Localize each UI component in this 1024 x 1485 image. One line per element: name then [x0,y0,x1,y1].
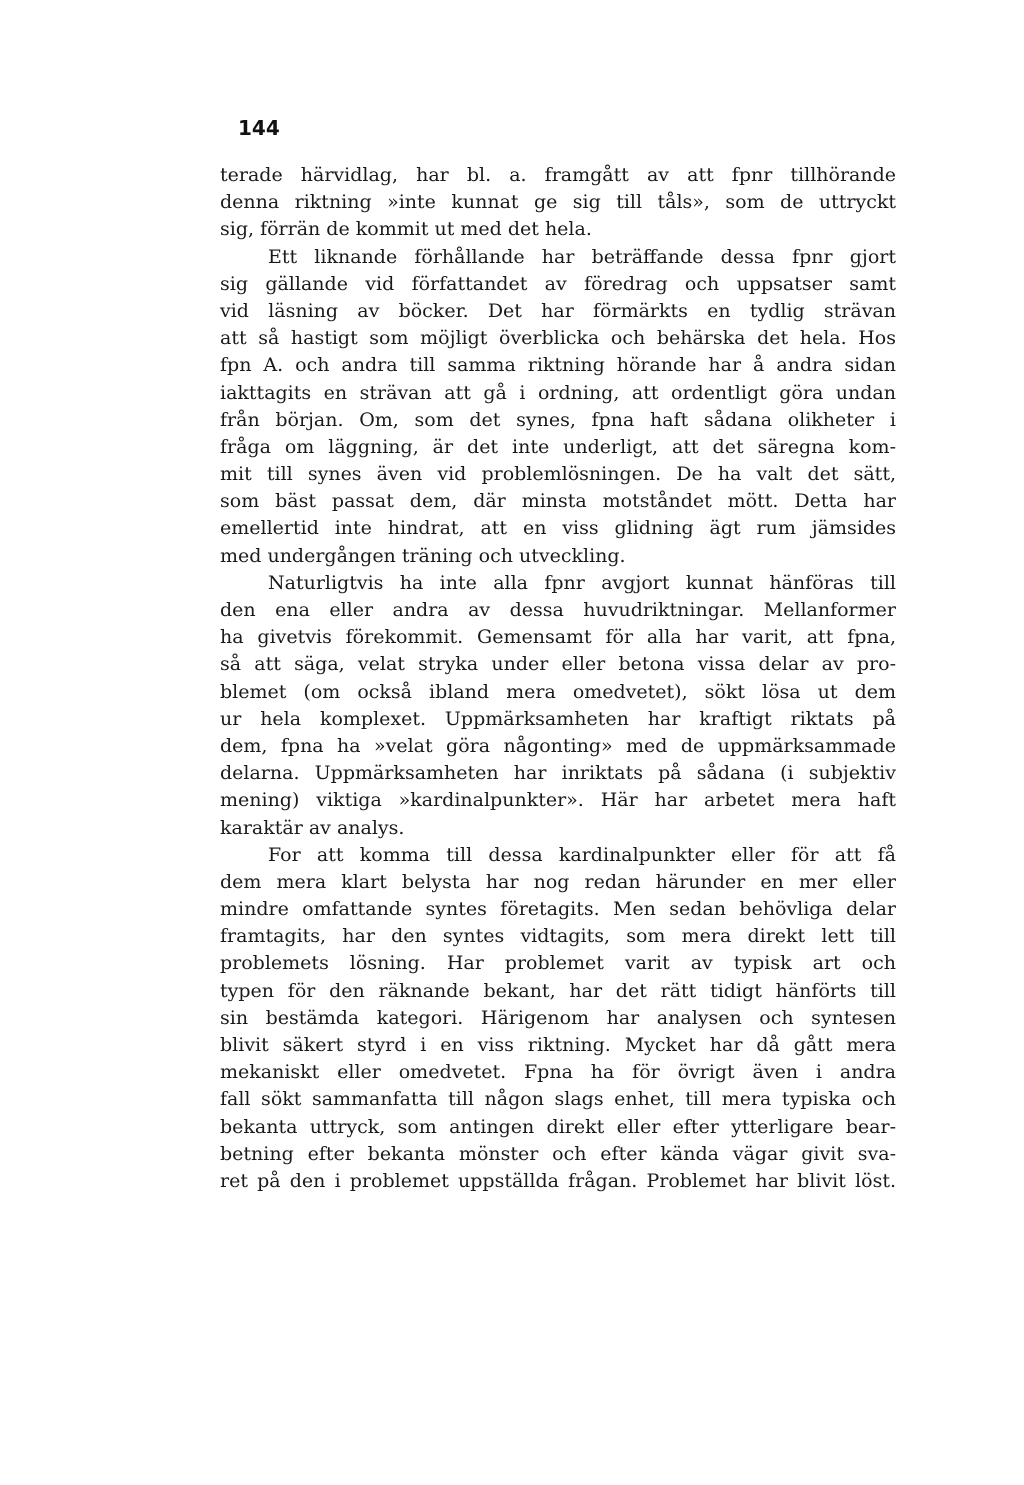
text-line: mekaniskt eller omedvetet. Fpna ha för övrigt även i andra [220,1061,896,1084]
text-line: så att säga, velat stryka under eller betona vissa delar av pro- [220,653,896,676]
text-line: sig gällande vid författandet av föredrag och uppsatser samt [220,272,896,295]
text-line: den ena eller andra av dessa huvudriktningar. Mellanformer [220,599,896,621]
text-line: karaktär av analys. [220,816,405,839]
text-line: som bäst passat dem, där minsta motståndet mött. Detta har [220,490,896,513]
text-line: mindre omfattande syntes företagits. Men sedan behövliga delar [220,898,896,921]
text-line: att så hastigt som möjligt överblicka och behärska det hela. Hos [220,327,896,350]
text-line: betning efter bekanta mönster och efter kända vägar givit sva- [220,1142,896,1165]
body-text [220,162,896,1195]
text-line: dem mera klart belysta har nog redan härunder en mer eller [220,870,896,893]
text-line: iakttagits en strävan att gå i ordning, att ordentligt göra undan [220,381,896,404]
text-line: med undergången träning och utveckling. [220,544,626,567]
text-line: från början. Om, som det synes, fpna haft sådana olikheter i [220,408,896,431]
text-line: mening) viktiga »kardinalpunkter». Här har arbetet mera haft [220,789,896,812]
text-line: ha givetvis förekommit. Gemensamt för alla har varit, att fpna, [220,626,896,649]
text-line: typen för den räknande bekant, har det rätt tidigt hänförts till [220,979,896,1002]
text-line: mit till synes även vid problemlösningen. De ha valt det sätt, [220,463,896,486]
text-line: vid läsning av böcker. Det har förmärkts en tydlig strävan [220,299,896,322]
text-line: sin bestämda kategori. Härigenom har analysen och syntesen [220,1006,896,1029]
text-line: bekanta uttryck, som antingen direkt eller efter ytterligare bear- [220,1115,896,1138]
text-line: emellertid inte hindrat, att en viss glidning ägt rum jämsides [220,517,896,540]
text-line: delarna. Uppmärksamheten har inriktats på sådana (i subjektiv [220,762,896,785]
text-line: fall sökt sammanfatta till någon slags enhet, till mera typiska och [220,1088,896,1111]
paragraph-first-line: Naturligtvis ha inte alla fpnr avgjort kunnat hänföras till [268,571,896,594]
text-line: fpn A. och andra till samma riktning hörande har å andra sidan [220,354,896,377]
text-line: terade härvidlag, har bl. a. framgått av att fpnr tillhörande [220,164,896,186]
text-line: ur hela komplexet. Uppmärksamheten har kraftigt riktats på [220,707,896,730]
page-number: 144 [238,116,280,140]
text-line: framtagits, har den syntes vidtagits, som mera direkt lett till [220,925,896,948]
text-line: denna riktning »inte kunnat ge sig till tåls», som de uttryckt [220,191,896,214]
text-line: ret på den i problemet uppställda frågan. Problemet har blivit löst. [220,1169,896,1192]
text-line: sig, förrän de kommit ut med det hela. [220,218,592,241]
text-line: fråga om läggning, är det inte underligt, att det säregna kom- [220,435,896,458]
text-line: blivit säkert styrd i en viss riktning. Mycket har då gått mera [220,1034,896,1056]
text-line: blemet (om också ibland mera omedvetet), sökt lösa ut dem [220,680,896,703]
paragraph-first-line: For att komma till dessa kardinalpunkter eller för att få [268,843,896,866]
text-line: dem, fpna ha »velat göra någonting» med de uppmärksammade [220,734,896,757]
paragraph-first-line: Ett liknande förhållande har beträffande dessa fpnr gjort [268,245,896,268]
text-line: problemets lösning. Har problemet varit av typisk art och [220,952,896,975]
